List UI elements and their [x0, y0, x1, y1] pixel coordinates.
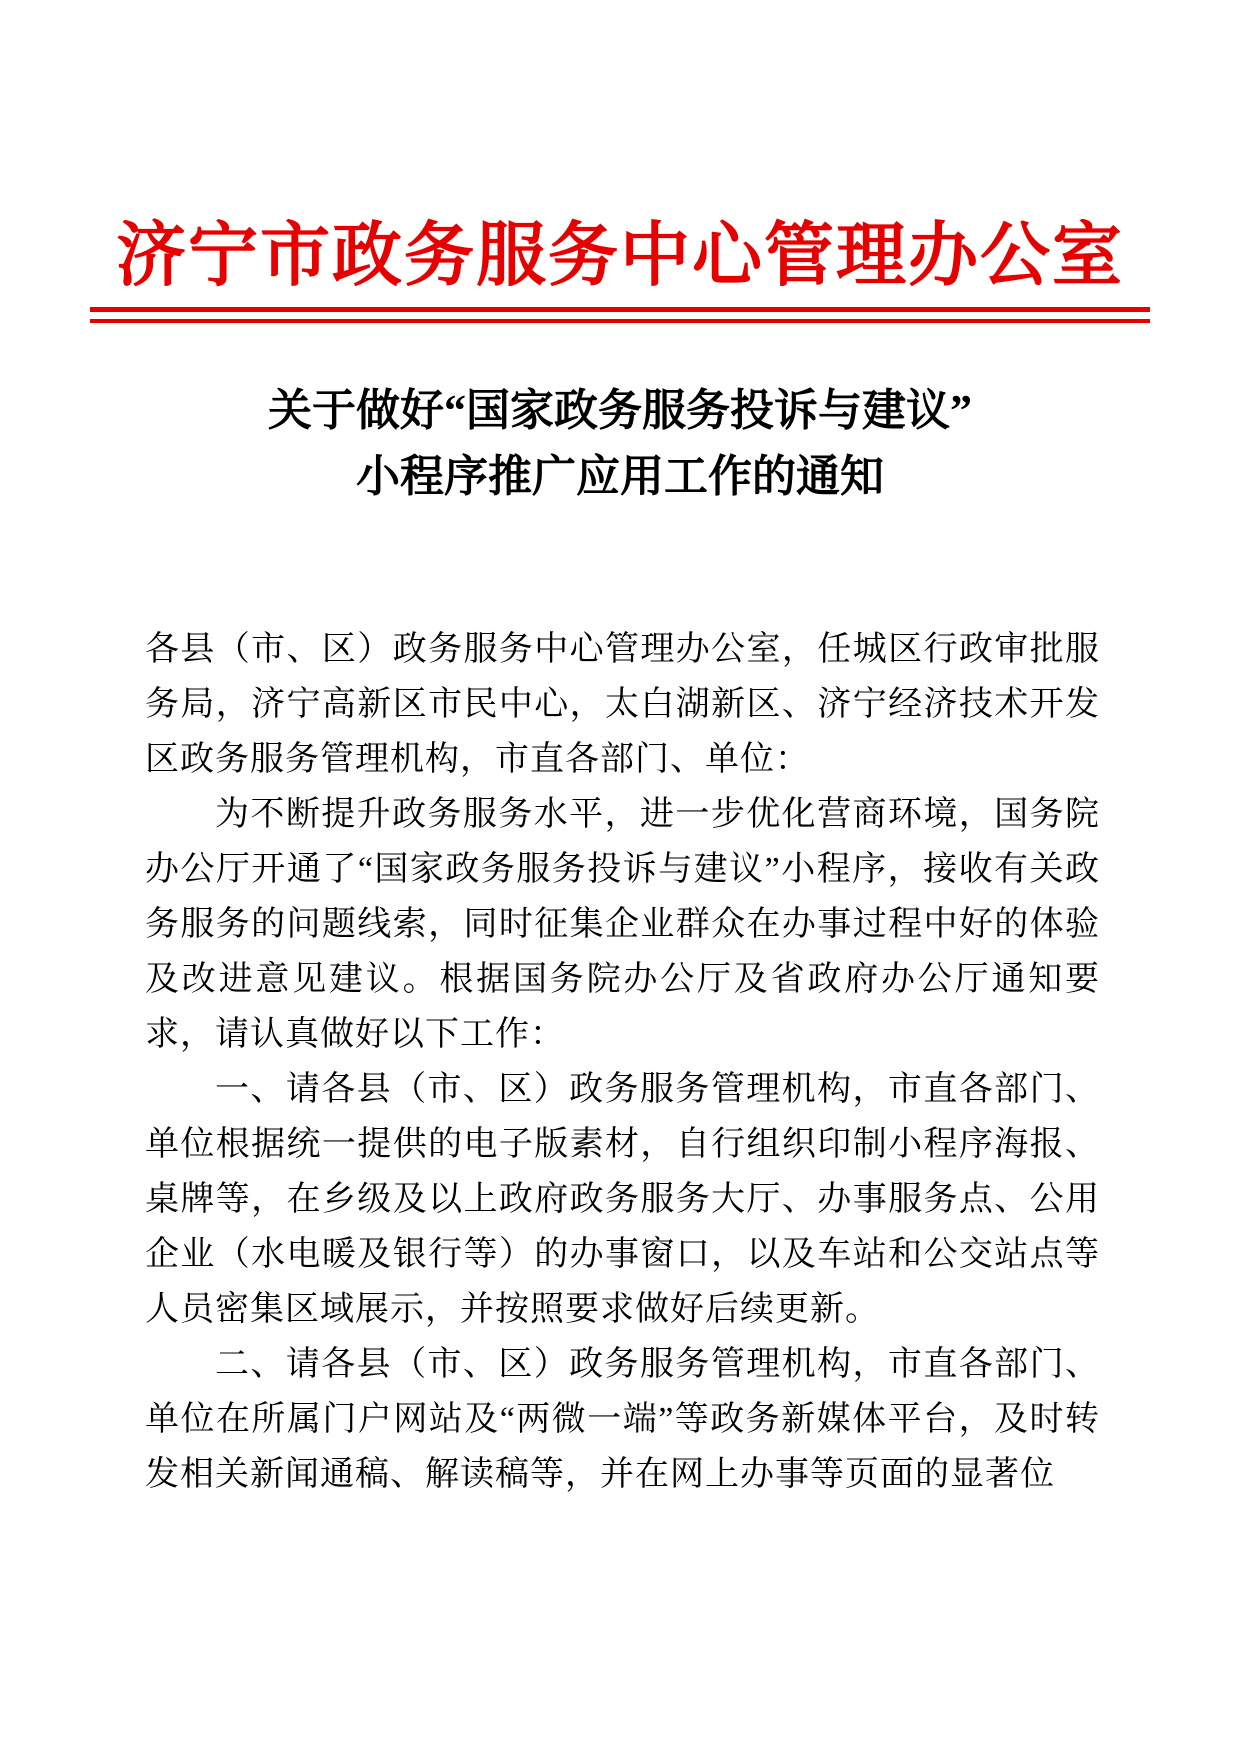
red-separator	[90, 307, 1150, 323]
body-paragraph-item-1: 一、请各县（市、区）政务服务管理机构，市直各部门、单位根据统一提供的电子版素材，自行组织印制小程序海报、桌牌等，在乡级及以上政府政务服务大厅、办事服务点、公用企业（水电暖及银行等）的办事窗口，以及车站和公交站点等人员密集区域展示，并按照要求做好后续更新。	[145, 1071, 1100, 1328]
document-title-line1: 关于做好“国家政务服务投诉与建议”	[268, 386, 972, 435]
separator-line-bottom	[90, 319, 1150, 323]
document-title-line2: 小程序推广应用工作的通知	[356, 452, 884, 501]
document-title	[0, 378, 1240, 510]
letterhead-org-name: 济宁市政务服务中心管理办公室	[116, 218, 1124, 295]
salutation-paragraph: 各县（市、区）政务服务中心管理办公室，任城区行政审批服务局，济宁高新区市民中心，太白湖新区、济宁经济技术开发区政务服务管理机构，市直各部门、单位：	[145, 631, 1100, 778]
red-letterhead	[0, 0, 1240, 295]
separator-line-top	[90, 307, 1150, 312]
document-body	[145, 622, 1100, 1502]
body-paragraph-item-2: 二、请各县（市、区）政务服务管理机构，市直各部门、单位在所属门户网站及“两微一端”等政务新媒体平台，及时转发相关新闻通稿、解读稿等，并在网上办事等页面的显著位	[145, 1346, 1100, 1493]
body-paragraph-intro: 为不断提升政务服务水平，进一步优化营商环境，国务院办公厅开通了“国家政务服务投诉与建议”小程序，接收有关政务服务的问题线索，同时征集企业群众在办事过程中好的体验及改进意见建议。根据国务院办公厅及省政府办公厅通知要求，请认真做好以下工作：	[145, 796, 1100, 1053]
